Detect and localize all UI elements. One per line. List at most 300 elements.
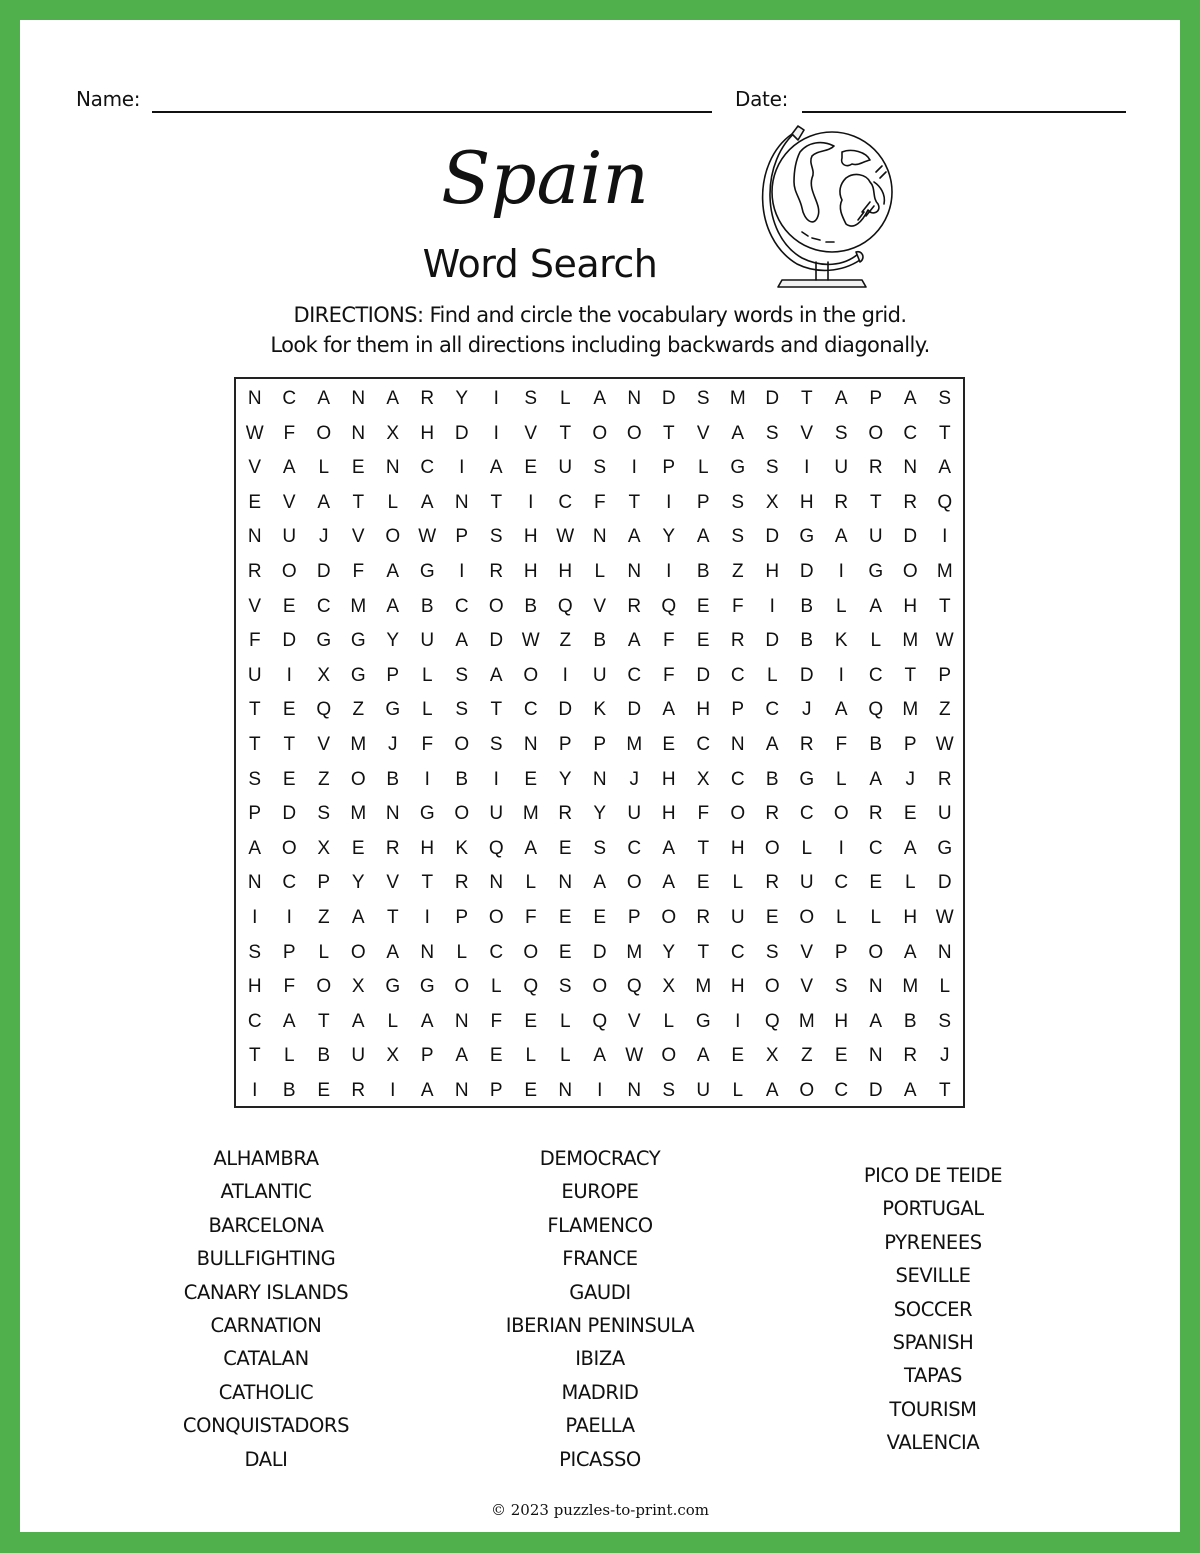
grid-cell[interactable]: Q bbox=[523, 976, 539, 998]
grid-cell[interactable]: C bbox=[627, 837, 642, 859]
grid-cell[interactable]: E bbox=[593, 907, 607, 928]
grid-cell[interactable]: M bbox=[350, 595, 367, 617]
grid-cell[interactable]: J bbox=[940, 1045, 950, 1067]
grid-cell[interactable]: M bbox=[522, 803, 539, 825]
grid-cell[interactable]: V bbox=[800, 976, 814, 998]
grid-cell[interactable]: L bbox=[283, 1045, 295, 1067]
grid-cell[interactable]: Q bbox=[626, 976, 642, 998]
grid-cell[interactable]: F bbox=[283, 422, 296, 444]
grid-cell[interactable]: S bbox=[455, 699, 469, 721]
grid-cell[interactable]: A bbox=[765, 1080, 779, 1101]
grid-cell[interactable]: I bbox=[286, 907, 292, 928]
grid-cell[interactable]: P bbox=[731, 699, 745, 721]
grid-cell[interactable]: J bbox=[905, 768, 915, 790]
grid-cell[interactable]: G bbox=[419, 976, 435, 998]
grid-cell[interactable]: E bbox=[317, 1080, 331, 1101]
grid-cell[interactable]: T bbox=[628, 491, 641, 513]
grid-cell[interactable]: S bbox=[489, 734, 503, 755]
grid-cell[interactable]: O bbox=[488, 595, 504, 617]
grid-cell[interactable]: C bbox=[868, 837, 883, 859]
grid-cell[interactable]: I bbox=[838, 664, 844, 686]
grid-cell[interactable]: A bbox=[834, 388, 848, 409]
grid-cell[interactable]: H bbox=[661, 803, 676, 825]
grid-cell[interactable]: X bbox=[386, 422, 400, 444]
grid-cell[interactable]: Q bbox=[592, 1010, 608, 1032]
grid-cell[interactable]: Q bbox=[868, 699, 884, 721]
grid-cell[interactable]: A bbox=[869, 1010, 883, 1032]
grid-cell[interactable]: A bbox=[627, 630, 641, 652]
grid-cell[interactable]: N bbox=[385, 457, 400, 479]
grid-cell[interactable]: A bbox=[282, 1010, 296, 1032]
grid-cell[interactable]: I bbox=[493, 422, 499, 444]
grid-cell[interactable]: U bbox=[247, 664, 262, 686]
grid-cell[interactable]: C bbox=[627, 664, 642, 686]
grid-cell[interactable]: L bbox=[456, 941, 468, 963]
grid-cell[interactable]: A bbox=[386, 595, 400, 617]
grid-cell[interactable]: I bbox=[493, 768, 499, 790]
grid-cell[interactable]: M bbox=[936, 561, 953, 582]
grid-cell[interactable]: X bbox=[386, 1045, 400, 1067]
grid-cell[interactable]: M bbox=[350, 803, 367, 825]
grid-cell[interactable]: A bbox=[903, 941, 917, 963]
grid-cell[interactable]: A bbox=[696, 1045, 710, 1067]
grid-cell[interactable]: O bbox=[592, 976, 608, 998]
grid-cell[interactable]: S bbox=[765, 457, 779, 479]
grid-cell[interactable]: Y bbox=[386, 630, 400, 652]
grid-cell[interactable]: A bbox=[903, 837, 917, 859]
grid-cell[interactable]: J bbox=[319, 526, 329, 548]
grid-cell[interactable]: T bbox=[938, 422, 951, 444]
grid-cell[interactable]: L bbox=[490, 976, 502, 998]
grid-cell[interactable]: A bbox=[248, 837, 262, 859]
grid-cell[interactable]: D bbox=[765, 630, 780, 652]
grid-cell[interactable]: C bbox=[247, 1010, 262, 1032]
grid-cell[interactable]: Y bbox=[662, 526, 676, 548]
grid-cell[interactable]: N bbox=[627, 388, 642, 409]
grid-cell[interactable]: I bbox=[424, 907, 430, 928]
grid-cell[interactable]: U bbox=[489, 803, 504, 825]
grid-cell[interactable]: V bbox=[248, 457, 262, 479]
grid-cell[interactable]: S bbox=[593, 837, 607, 859]
grid-cell[interactable]: A bbox=[696, 526, 710, 548]
grid-cell[interactable]: F bbox=[731, 595, 744, 617]
grid-cell[interactable]: B bbox=[800, 595, 814, 617]
grid-cell[interactable]: I bbox=[838, 561, 844, 582]
grid-cell[interactable]: I bbox=[666, 561, 672, 582]
grid-cell[interactable]: Y bbox=[455, 388, 469, 409]
grid-cell[interactable]: I bbox=[528, 491, 534, 513]
grid-cell[interactable]: S bbox=[938, 1010, 952, 1032]
grid-cell[interactable]: B bbox=[593, 630, 607, 652]
grid-cell[interactable]: Q bbox=[557, 595, 573, 617]
grid-cell[interactable]: A bbox=[869, 595, 883, 617]
grid-cell[interactable]: N bbox=[627, 561, 642, 582]
grid-cell[interactable]: C bbox=[799, 803, 814, 825]
grid-cell[interactable]: U bbox=[868, 526, 883, 548]
grid-cell[interactable]: F bbox=[248, 630, 261, 652]
grid-cell[interactable]: I bbox=[838, 837, 844, 859]
grid-cell[interactable]: I bbox=[666, 491, 672, 513]
grid-cell[interactable]: P bbox=[627, 907, 641, 928]
grid-cell[interactable]: V bbox=[282, 491, 296, 513]
grid-cell[interactable]: D bbox=[282, 803, 297, 825]
grid-cell[interactable]: H bbox=[661, 768, 676, 790]
grid-cell[interactable]: A bbox=[455, 630, 469, 652]
grid-cell[interactable]: P bbox=[834, 941, 848, 963]
grid-cell[interactable]: L bbox=[732, 872, 744, 894]
grid-cell[interactable]: A bbox=[662, 699, 676, 721]
grid-cell[interactable]: O bbox=[626, 422, 642, 444]
grid-cell[interactable]: D bbox=[316, 561, 331, 582]
grid-cell[interactable]: U bbox=[351, 1045, 366, 1067]
grid-cell[interactable]: G bbox=[316, 630, 332, 652]
grid-cell[interactable]: O bbox=[799, 907, 815, 928]
grid-cell[interactable]: N bbox=[627, 1080, 642, 1101]
grid-cell[interactable]: D bbox=[765, 388, 780, 409]
grid-cell[interactable]: O bbox=[488, 907, 504, 928]
grid-cell[interactable]: C bbox=[730, 664, 745, 686]
grid-cell[interactable]: I bbox=[597, 1080, 603, 1101]
grid-cell[interactable]: E bbox=[765, 907, 779, 928]
grid-cell[interactable]: O bbox=[316, 976, 332, 998]
grid-cell[interactable]: S bbox=[317, 803, 331, 825]
name-field[interactable] bbox=[152, 111, 712, 113]
grid-cell[interactable]: M bbox=[695, 976, 712, 998]
grid-cell[interactable]: O bbox=[523, 941, 539, 963]
grid-cell[interactable]: F bbox=[421, 734, 434, 755]
grid-cell[interactable]: A bbox=[834, 526, 848, 548]
grid-cell[interactable]: B bbox=[800, 630, 814, 652]
grid-cell[interactable]: O bbox=[764, 837, 780, 859]
grid-cell[interactable]: H bbox=[903, 907, 918, 928]
grid-cell[interactable]: W bbox=[935, 734, 954, 755]
word-search-grid[interactable] bbox=[234, 377, 965, 1108]
grid-cell[interactable]: A bbox=[765, 734, 779, 755]
grid-cell[interactable]: V bbox=[696, 422, 710, 444]
grid-cell[interactable]: P bbox=[386, 664, 400, 686]
grid-cell[interactable]: I bbox=[252, 907, 258, 928]
grid-cell[interactable]: H bbox=[799, 491, 814, 513]
grid-cell[interactable]: A bbox=[420, 1010, 434, 1032]
grid-cell[interactable]: L bbox=[594, 561, 606, 582]
grid-cell[interactable]: H bbox=[558, 561, 573, 582]
grid-cell[interactable]: H bbox=[523, 526, 538, 548]
grid-cell[interactable]: L bbox=[318, 941, 330, 963]
grid-cell[interactable]: O bbox=[626, 872, 642, 894]
grid-cell[interactable]: A bbox=[903, 388, 917, 409]
grid-cell[interactable]: T bbox=[662, 422, 675, 444]
grid-cell[interactable]: O bbox=[868, 941, 884, 963]
grid-cell[interactable]: D bbox=[592, 941, 607, 963]
grid-cell[interactable]: H bbox=[420, 837, 435, 859]
grid-cell[interactable]: E bbox=[524, 768, 538, 790]
grid-cell[interactable]: P bbox=[489, 1080, 503, 1101]
grid-cell[interactable]: P bbox=[317, 872, 331, 894]
grid-cell[interactable]: L bbox=[870, 907, 882, 928]
grid-cell[interactable]: B bbox=[524, 595, 538, 617]
grid-cell[interactable]: U bbox=[937, 803, 952, 825]
grid-cell[interactable]: I bbox=[942, 526, 948, 548]
grid-cell[interactable]: L bbox=[421, 699, 433, 721]
grid-cell[interactable]: E bbox=[282, 699, 296, 721]
grid-cell[interactable]: A bbox=[420, 491, 434, 513]
grid-cell[interactable]: U bbox=[627, 803, 642, 825]
grid-cell[interactable]: L bbox=[835, 595, 847, 617]
grid-cell[interactable]: V bbox=[627, 1010, 641, 1032]
grid-cell[interactable]: V bbox=[351, 526, 365, 548]
grid-cell[interactable]: K bbox=[593, 699, 607, 721]
grid-cell[interactable]: E bbox=[696, 872, 710, 894]
grid-cell[interactable]: I bbox=[804, 457, 810, 479]
grid-cell[interactable]: F bbox=[662, 630, 675, 652]
grid-cell[interactable]: B bbox=[282, 1080, 296, 1101]
grid-cell[interactable]: E bbox=[351, 837, 365, 859]
grid-cell[interactable]: N bbox=[592, 526, 607, 548]
grid-cell[interactable]: R bbox=[903, 1045, 918, 1067]
grid-cell[interactable]: G bbox=[385, 699, 401, 721]
grid-cell[interactable]: R bbox=[765, 803, 780, 825]
grid-cell[interactable]: S bbox=[248, 941, 262, 963]
grid-cell[interactable]: E bbox=[834, 1045, 848, 1067]
grid-cell[interactable]: G bbox=[799, 526, 815, 548]
grid-cell[interactable]: S bbox=[938, 388, 952, 409]
grid-cell[interactable]: A bbox=[593, 872, 607, 894]
grid-cell[interactable]: C bbox=[282, 388, 297, 409]
grid-cell[interactable]: Z bbox=[352, 699, 365, 721]
grid-cell[interactable]: Z bbox=[559, 630, 572, 652]
grid-cell[interactable]: O bbox=[523, 664, 539, 686]
grid-cell[interactable]: G bbox=[868, 561, 884, 582]
grid-cell[interactable]: E bbox=[351, 457, 365, 479]
grid-cell[interactable]: Z bbox=[317, 907, 330, 928]
grid-cell[interactable]: I bbox=[459, 457, 465, 479]
grid-cell[interactable]: C bbox=[834, 1080, 849, 1101]
grid-cell[interactable]: Q bbox=[488, 837, 504, 859]
grid-cell[interactable]: U bbox=[592, 664, 607, 686]
grid-cell[interactable]: O bbox=[799, 1080, 815, 1101]
grid-cell[interactable]: X bbox=[765, 1045, 779, 1067]
grid-cell[interactable]: Y bbox=[351, 872, 365, 894]
grid-cell[interactable]: U bbox=[799, 872, 814, 894]
grid-cell[interactable]: G bbox=[419, 561, 435, 582]
grid-cell[interactable]: I bbox=[735, 1010, 741, 1032]
grid-cell[interactable]: A bbox=[662, 872, 676, 894]
grid-cell[interactable]: C bbox=[523, 699, 538, 721]
grid-cell[interactable]: T bbox=[421, 872, 434, 894]
grid-cell[interactable]: F bbox=[490, 1010, 503, 1032]
grid-cell[interactable]: X bbox=[351, 976, 365, 998]
grid-cell[interactable]: K bbox=[834, 630, 848, 652]
grid-cell[interactable]: E bbox=[696, 630, 710, 652]
grid-cell[interactable]: F bbox=[352, 561, 365, 582]
grid-cell[interactable]: U bbox=[834, 457, 849, 479]
grid-cell[interactable]: U bbox=[282, 526, 297, 548]
grid-cell[interactable]: T bbox=[490, 699, 503, 721]
grid-cell[interactable]: R bbox=[247, 561, 262, 582]
grid-cell[interactable]: A bbox=[593, 1045, 607, 1067]
grid-cell[interactable]: N bbox=[454, 1080, 469, 1101]
grid-cell[interactable]: N bbox=[523, 734, 538, 755]
grid-cell[interactable]: L bbox=[387, 1010, 399, 1032]
grid-cell[interactable]: C bbox=[765, 699, 780, 721]
grid-cell[interactable]: A bbox=[662, 837, 676, 859]
grid-cell[interactable]: T bbox=[283, 734, 296, 755]
grid-cell[interactable]: S bbox=[696, 388, 710, 409]
grid-cell[interactable]: Z bbox=[731, 561, 744, 582]
grid-cell[interactable]: A bbox=[489, 457, 503, 479]
grid-cell[interactable]: I bbox=[286, 664, 292, 686]
grid-cell[interactable]: H bbox=[903, 595, 918, 617]
grid-cell[interactable]: O bbox=[454, 803, 470, 825]
grid-cell[interactable]: G bbox=[385, 976, 401, 998]
grid-cell[interactable]: J bbox=[802, 699, 812, 721]
grid-cell[interactable]: C bbox=[868, 664, 883, 686]
grid-cell[interactable]: O bbox=[350, 941, 366, 963]
grid-cell[interactable]: E bbox=[869, 872, 883, 894]
grid-cell[interactable]: W bbox=[935, 907, 954, 928]
grid-cell[interactable]: E bbox=[524, 1010, 538, 1032]
grid-cell[interactable]: R bbox=[696, 907, 711, 928]
grid-cell[interactable]: I bbox=[769, 595, 775, 617]
grid-cell[interactable]: E bbox=[662, 734, 676, 755]
grid-cell[interactable]: O bbox=[281, 561, 297, 582]
grid-cell[interactable]: W bbox=[418, 526, 437, 548]
grid-cell[interactable]: N bbox=[454, 1010, 469, 1032]
grid-cell[interactable]: R bbox=[454, 872, 469, 894]
grid-cell[interactable]: N bbox=[558, 1080, 573, 1101]
grid-cell[interactable]: P bbox=[282, 941, 296, 963]
grid-cell[interactable]: F bbox=[835, 734, 848, 755]
grid-cell[interactable]: H bbox=[834, 1010, 849, 1032]
grid-cell[interactable]: L bbox=[421, 664, 433, 686]
grid-cell[interactable]: K bbox=[455, 837, 469, 859]
grid-cell[interactable]: T bbox=[317, 1010, 330, 1032]
grid-cell[interactable]: T bbox=[869, 491, 882, 513]
grid-cell[interactable]: O bbox=[385, 526, 401, 548]
grid-cell[interactable]: L bbox=[559, 1045, 571, 1067]
grid-cell[interactable]: D bbox=[489, 630, 504, 652]
grid-cell[interactable]: L bbox=[870, 630, 882, 652]
grid-cell[interactable]: Z bbox=[317, 768, 330, 790]
grid-cell[interactable]: P bbox=[455, 907, 469, 928]
grid-cell[interactable]: F bbox=[662, 664, 675, 686]
grid-cell[interactable]: D bbox=[765, 526, 780, 548]
grid-cell[interactable]: Q bbox=[764, 1010, 780, 1032]
grid-cell[interactable]: R bbox=[385, 837, 400, 859]
grid-cell[interactable]: A bbox=[524, 837, 538, 859]
grid-cell[interactable]: Y bbox=[662, 941, 676, 963]
grid-cell[interactable]: T bbox=[490, 491, 503, 513]
grid-cell[interactable]: D bbox=[903, 526, 918, 548]
grid-cell[interactable]: E bbox=[282, 768, 296, 790]
grid-cell[interactable]: R bbox=[937, 768, 952, 790]
grid-cell[interactable]: V bbox=[248, 595, 262, 617]
grid-cell[interactable]: E bbox=[282, 595, 296, 617]
grid-cell[interactable]: R bbox=[868, 803, 883, 825]
grid-cell[interactable]: W bbox=[625, 1045, 644, 1067]
grid-cell[interactable]: R bbox=[351, 1080, 366, 1101]
grid-cell[interactable]: A bbox=[731, 422, 745, 444]
grid-cell[interactable]: E bbox=[524, 457, 538, 479]
grid-cell[interactable]: L bbox=[835, 907, 847, 928]
grid-cell[interactable]: R bbox=[730, 630, 745, 652]
grid-cell[interactable]: S bbox=[765, 941, 779, 963]
grid-cell[interactable]: L bbox=[904, 872, 916, 894]
grid-cell[interactable]: P bbox=[455, 526, 469, 548]
grid-cell[interactable]: D bbox=[799, 561, 814, 582]
grid-cell[interactable]: T bbox=[697, 837, 710, 859]
grid-cell[interactable]: L bbox=[559, 388, 571, 409]
grid-cell[interactable]: A bbox=[351, 1010, 365, 1032]
grid-cell[interactable]: E bbox=[558, 941, 572, 963]
grid-cell[interactable]: N bbox=[868, 1045, 883, 1067]
grid-cell[interactable]: C bbox=[730, 768, 745, 790]
grid-cell[interactable]: R bbox=[868, 457, 883, 479]
grid-cell[interactable]: H bbox=[730, 837, 745, 859]
grid-cell[interactable]: D bbox=[937, 872, 952, 894]
grid-cell[interactable]: L bbox=[732, 1080, 744, 1101]
grid-cell[interactable]: W bbox=[556, 526, 575, 548]
grid-cell[interactable]: S bbox=[731, 491, 745, 513]
grid-cell[interactable]: T bbox=[938, 1080, 951, 1101]
grid-cell[interactable]: S bbox=[455, 664, 469, 686]
grid-cell[interactable]: U bbox=[558, 457, 573, 479]
grid-cell[interactable]: P bbox=[662, 457, 676, 479]
grid-cell[interactable]: X bbox=[317, 664, 331, 686]
grid-cell[interactable]: B bbox=[869, 734, 883, 755]
grid-cell[interactable]: N bbox=[385, 803, 400, 825]
grid-cell[interactable]: S bbox=[765, 422, 779, 444]
grid-cell[interactable]: L bbox=[663, 1010, 675, 1032]
grid-cell[interactable]: A bbox=[938, 457, 952, 479]
grid-cell[interactable]: O bbox=[833, 803, 849, 825]
grid-cell[interactable]: O bbox=[454, 734, 470, 755]
grid-cell[interactable]: G bbox=[799, 768, 815, 790]
grid-cell[interactable]: A bbox=[282, 457, 296, 479]
grid-cell[interactable]: C bbox=[316, 595, 331, 617]
grid-cell[interactable]: S bbox=[731, 526, 745, 548]
grid-cell[interactable]: R bbox=[489, 561, 504, 582]
grid-cell[interactable]: D bbox=[558, 699, 573, 721]
grid-cell[interactable]: L bbox=[387, 491, 399, 513]
grid-cell[interactable]: L bbox=[525, 1045, 537, 1067]
grid-cell[interactable]: X bbox=[765, 491, 779, 513]
grid-cell[interactable]: X bbox=[317, 837, 331, 859]
grid-cell[interactable]: B bbox=[903, 1010, 917, 1032]
grid-cell[interactable]: S bbox=[248, 768, 262, 790]
grid-cell[interactable]: O bbox=[592, 422, 608, 444]
grid-cell[interactable]: R bbox=[799, 734, 814, 755]
grid-cell[interactable]: E bbox=[731, 1045, 745, 1067]
grid-cell[interactable]: M bbox=[350, 734, 367, 755]
grid-cell[interactable]: L bbox=[766, 664, 778, 686]
grid-cell[interactable]: A bbox=[420, 1080, 434, 1101]
grid-cell[interactable]: S bbox=[489, 526, 503, 548]
grid-cell[interactable]: V bbox=[800, 941, 814, 963]
grid-cell[interactable]: A bbox=[386, 941, 400, 963]
grid-cell[interactable]: T bbox=[352, 491, 365, 513]
grid-cell[interactable]: O bbox=[316, 422, 332, 444]
grid-cell[interactable]: O bbox=[661, 907, 677, 928]
grid-cell[interactable]: Q bbox=[937, 491, 953, 513]
grid-cell[interactable]: U bbox=[730, 907, 745, 928]
grid-cell[interactable]: C bbox=[903, 422, 918, 444]
grid-cell[interactable]: B bbox=[696, 561, 710, 582]
grid-cell[interactable]: D bbox=[661, 388, 676, 409]
grid-cell[interactable]: Y bbox=[558, 768, 572, 790]
grid-cell[interactable]: R bbox=[627, 595, 642, 617]
grid-cell[interactable]: C bbox=[454, 595, 469, 617]
